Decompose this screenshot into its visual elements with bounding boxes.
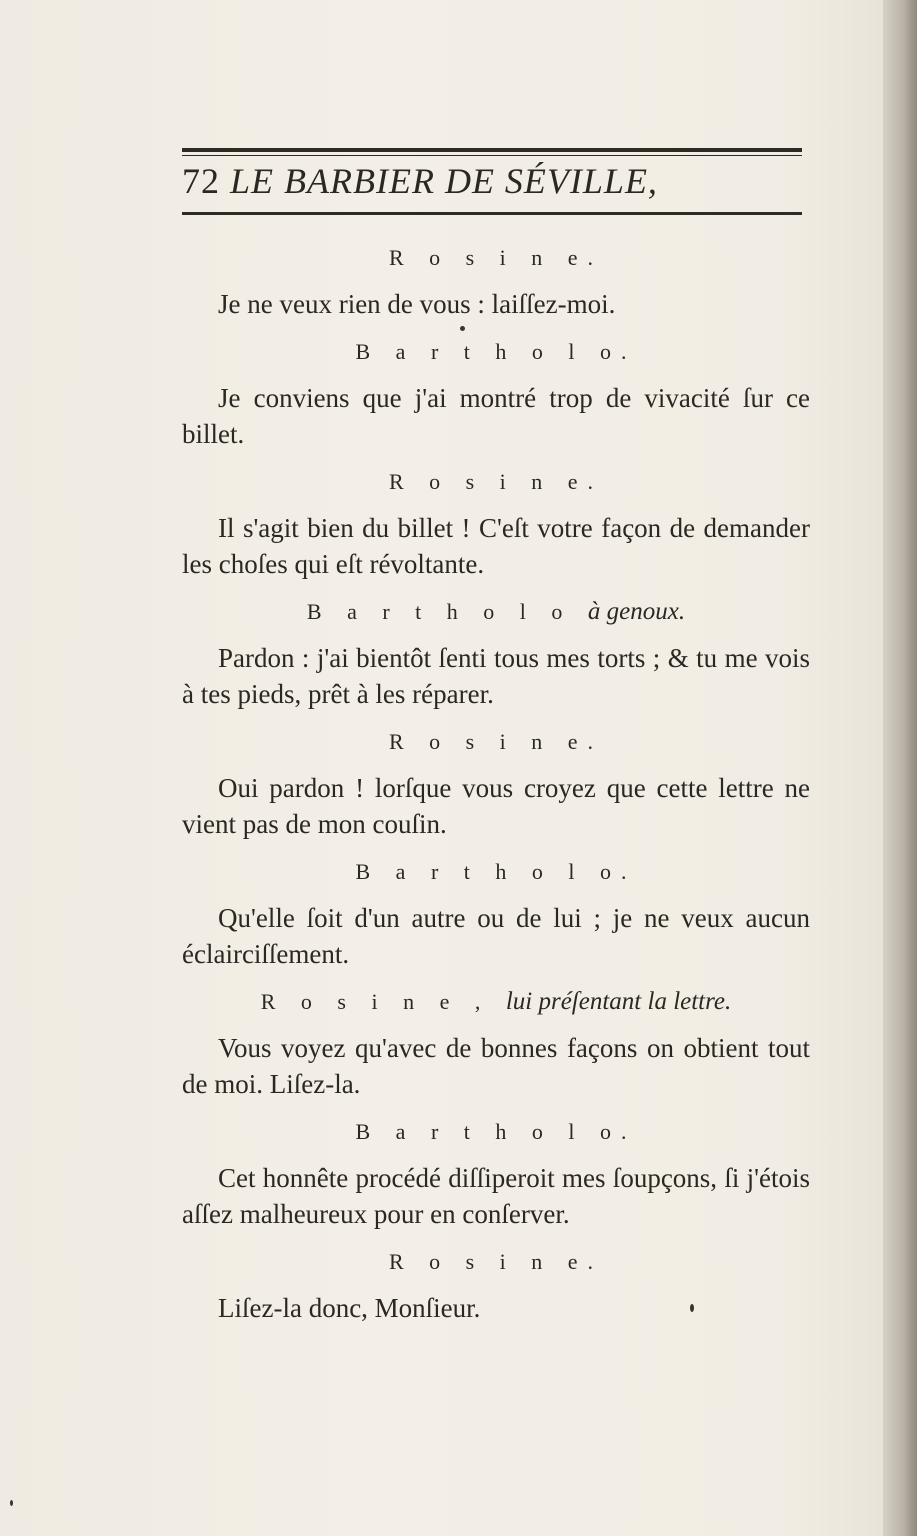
- running-header: [182, 160, 802, 210]
- ink-spot: [460, 326, 465, 331]
- book-spine-edge: [883, 0, 917, 1536]
- speaker-heading: R o s i n e.: [388, 1249, 604, 1274]
- dialogue-line: Oui pardon ! lorſque vous croyez que cette lettre ne vient pas de mon couſin.: [182, 773, 810, 839]
- header-bottom-rule: [182, 212, 802, 215]
- running-title: LE BARBIER DE SÉVILLE,: [230, 161, 658, 201]
- speaker-heading: R o s i n e.: [388, 469, 604, 494]
- stage-direction: lui préſentant la lettre.: [505, 988, 732, 1015]
- dialogue-line: Je conviens que j'ai montré trop de vivacité ſur ce billet.: [182, 383, 810, 449]
- speaker-heading: B a r t h o l o.: [355, 339, 637, 364]
- stage-direction: à genoux.: [587, 598, 686, 625]
- ink-spot: [10, 1500, 13, 1506]
- dialogue-line: Liſez-la donc, Monſieur.: [218, 1293, 481, 1323]
- dialogue-line: Cet honnête procédé diſſiperoit mes ſoupçons, ſi j'étois aſſez malheureux pour en conſerver.: [182, 1163, 810, 1229]
- speaker-heading: R o s i n e.: [388, 245, 604, 270]
- header-top-thin-rule: [182, 155, 802, 156]
- dialogue-line: Il s'agit bien du billet ! C'eſt votre façon de demander les choſes qui eſt révoltante.: [182, 513, 810, 579]
- ink-spot: [690, 1304, 694, 1312]
- speaker-heading: R o s i n e , lui préſentant la lettre.: [260, 988, 732, 1015]
- speaker-heading: B a r t h o l o.: [355, 859, 637, 884]
- page-number: 72: [182, 161, 220, 201]
- dialogue-line: Qu'elle ſoit d'un autre ou de lui ; je ne veux aucun éclairciſſement.: [182, 903, 810, 969]
- dialogue-line: Vous voyez qu'avec de bonnes façons on obtient tout de moi. Liſez-la.: [182, 1033, 810, 1099]
- play-text: [182, 236, 810, 1338]
- speaker-heading: B a r t h o l o.: [355, 1119, 637, 1144]
- speaker-heading: R o s i n e.: [388, 729, 604, 754]
- dialogue-line: Je ne veux rien de vous : laiſſez-moi.: [218, 289, 616, 319]
- speaker-heading: B a r t h o l o à genoux.: [306, 598, 686, 625]
- dialogue-line: Pardon : j'ai bientôt ſenti tous mes torts ; & tu me vois à tes pieds, prêt à les réparer.: [182, 643, 810, 709]
- header-top-rule: [182, 148, 802, 152]
